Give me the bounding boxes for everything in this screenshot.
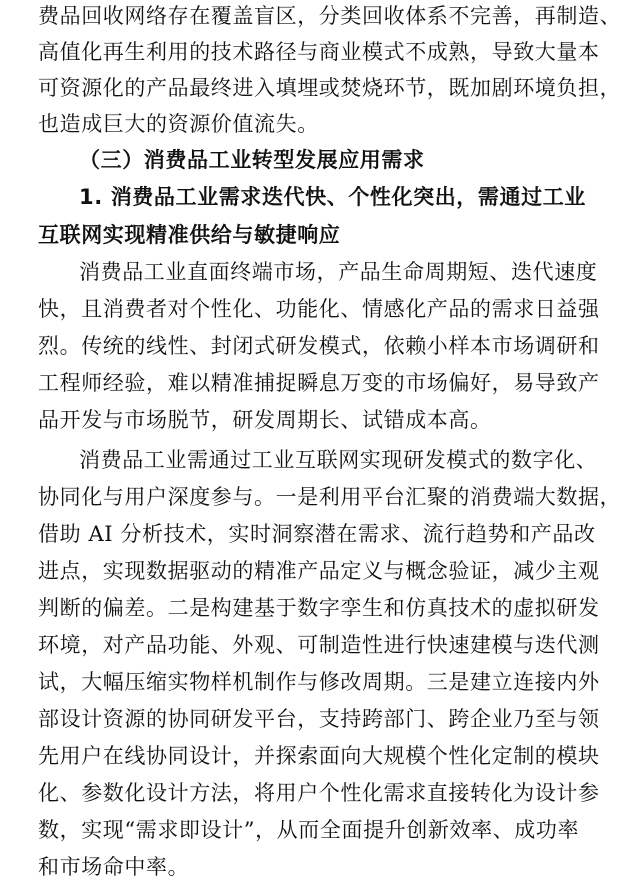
paragraph-1-line-2: 快，且消费者对个性化、功能化、情感化产品的需求日益强 <box>38 297 600 321</box>
subheading-line-1: 1. 消费品工业需求迭代快、个性化突出，需通过工业 <box>79 185 586 209</box>
intro-line-1: 费品回收网络存在覆盖盲区，分类回收体系不完善，再制造、 <box>38 4 622 28</box>
intro-line-2: 高值化再生利用的技术路径与商业模式不成熟，导致大量本 <box>38 40 600 64</box>
paragraph-2-line-4: 进点，实现数据驱动的精准产品定义与概念验证，减少主观 <box>38 559 600 583</box>
paragraph-2-line-7: 试，大幅压缩实物样机制作与修改周期。三是建立连接内外 <box>38 670 600 694</box>
paragraph-2-line-5: 判断的偏差。二是构建基于数字孪生和仿真技术的虚拟研发 <box>38 596 600 620</box>
paragraph-1-line-5: 品开发与市场脱节，研发周期长、试错成本高。 <box>38 408 492 432</box>
paragraph-1-line-3: 烈。传统的线性、封闭式研发模式，依赖小样本市场调研和 <box>38 334 600 358</box>
subheading-line-2: 互联网实现精准供给与敏捷响应 <box>38 223 341 247</box>
paragraph-2-line-12: 和市场命中率。 <box>38 855 190 879</box>
paragraph-2-line-3: 借助 AI 分析技术，实时洞察潜在需求、流行趋势和产品改 <box>38 522 596 546</box>
paragraph-2-line-2: 协同化与用户深度参与。一是利用平台汇聚的消费端大数据， <box>38 485 622 509</box>
paragraph-1-line-4: 工程师经验，难以精准捕捉瞬息万变的市场偏好，易导致产 <box>38 371 600 395</box>
intro-line-4: 也造成巨大的资源价值流失。 <box>38 112 319 136</box>
intro-line-3: 可资源化的产品最终进入填埋或焚烧环节，既加剧环境负担， <box>38 76 622 100</box>
paragraph-1-line-1: 消费品工业直面终端市场，产品生命周期短、迭代速度 <box>79 260 598 284</box>
paragraph-2-line-11: 数，实现“需求即设计”，从而全面提升创新效率、成功率 <box>38 818 580 842</box>
paragraph-2-line-6: 环境，对产品功能、外观、可制造性进行快速建模与迭代测 <box>38 633 600 657</box>
paragraph-2-line-10: 化、参数化设计方法，将用户个性化需求直接转化为设计参 <box>38 781 600 805</box>
section-heading: （三）消费品工业转型发展应用需求 <box>79 148 425 172</box>
paragraph-2-line-1: 消费品工业需通过工业互联网实现研发模式的数字化、 <box>79 448 598 472</box>
paragraph-2-line-9: 先用户在线协同设计，并探索面向大规模个性化定制的模块 <box>38 744 600 768</box>
paragraph-2-line-8: 部设计资源的协同研发平台，支持跨部门、跨企业乃至与领 <box>38 707 600 731</box>
